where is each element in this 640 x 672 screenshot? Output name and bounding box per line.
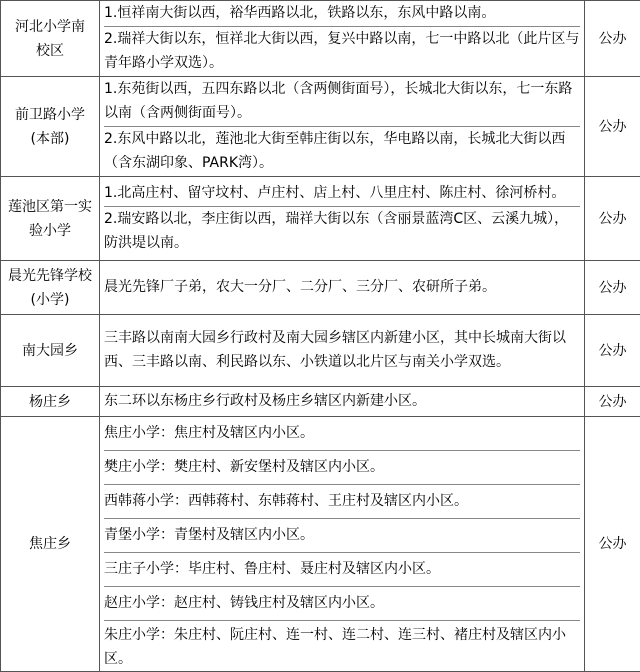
district-item: 赵庄小学：赵庄村、铸钱庄村及辖区内小区。: [104, 587, 580, 621]
district-item: 1.东苑街以西，五四东路以北（含两侧街面号），长城北大街以东，七一东路以南（含两侧街面号）。: [104, 77, 580, 127]
school-name-cell: [1, 1, 100, 77]
district-item: 1.恒祥南大街以西，裕华西路以北，铁路以东，东风中路以南。: [104, 1, 580, 27]
school-name: 晨光先锋学校(小学): [3, 264, 97, 312]
table-row: [1, 315, 640, 387]
district-item: 东二环以东杨庄乡行政村及杨庄乡辖区内新建小区。: [104, 389, 580, 414]
district-item: 2.瑞祥大街以东，恒祥北大街以西，复兴中路以南，七一中路以北（此片区与青年路小学双选）。: [104, 27, 580, 76]
table-row: [1, 177, 640, 261]
table-row: [1, 261, 640, 315]
school-type: 公办: [599, 394, 627, 410]
school-name: 前卫路小学(本部): [3, 103, 97, 151]
district-item: 三庄子小学：毕庄村、鲁庄村、聂庄村及辖区内小区。: [104, 553, 580, 587]
district-item: 樊庄小学：樊庄村、新安堡村及辖区内小区。: [104, 451, 580, 485]
school-name: 焦庄乡: [29, 536, 71, 552]
district-cell: [100, 417, 585, 672]
school-type: 公办: [599, 536, 627, 552]
school-name: 河北小学南校区: [3, 15, 97, 63]
school-type-cell: [585, 417, 640, 672]
school-name: 杨庄乡: [29, 394, 71, 410]
school-type-cell: [585, 1, 640, 77]
table-row: [1, 387, 640, 417]
school-name-cell: [1, 177, 100, 261]
district-cell: [100, 261, 585, 315]
district-cell: [100, 315, 585, 387]
school-name-cell: [1, 261, 100, 315]
district-item: 2.瑞安路以北，李庄街以西，瑞祥大街以东（含丽景蓝湾C区、云溪九城），防洪堤以南。: [104, 207, 580, 256]
district-cell: [100, 177, 585, 261]
district-item: 1.北高庄村、留守坟村、卢庄村、店上村、八里庄村、陈庄村、徐河桥村。: [104, 181, 580, 207]
table-row: [1, 77, 640, 177]
school-name-cell: [1, 417, 100, 672]
school-type: 公办: [599, 211, 627, 227]
school-name: 南大园乡: [22, 343, 78, 359]
school-type: 公办: [599, 119, 627, 135]
district-cell: [100, 77, 585, 177]
district-item: 晨光先锋厂子弟，农大一分厂、二分厂、三分厂、农研所子弟。: [104, 275, 580, 300]
school-name-cell: [1, 387, 100, 417]
school-type-cell: [585, 315, 640, 387]
table-row: [1, 1, 640, 77]
school-type: 公办: [599, 31, 627, 47]
school-type-cell: [585, 387, 640, 417]
district-item: 西韩蒋小学：西韩蒋村、东韩蒋村、王庄村及辖区内小区。: [104, 485, 580, 519]
district-cell: [100, 387, 585, 417]
district-item: 朱庄小学：朱庄村、阮庄村、连一村、连二村、连三村、褚庄村及辖区内小区。: [104, 621, 580, 671]
district-item: 2.东风中路以北，莲池北大街至韩庄街以东，华电路以南，长城北大街以西（含东湖印象、PARK湾）。: [104, 127, 580, 176]
school-name: 莲池区第一实验小学: [3, 195, 97, 243]
table-row: [1, 417, 640, 672]
school-type: 公办: [599, 280, 627, 296]
district-item: 三丰路以南南大园乡行政村及南大园乡辖区内新建小区，其中长城南大街以西、三丰路以南、利民路以东、小铁道以北片区与南关小学双选。: [104, 326, 580, 375]
district-item: 青堡小学：青堡村及辖区内小区。: [104, 519, 580, 553]
district-item: 焦庄小学：焦庄村及辖区内小区。: [104, 417, 580, 451]
school-type-cell: [585, 177, 640, 261]
school-type-cell: [585, 77, 640, 177]
school-type: 公办: [599, 343, 627, 359]
school-type-cell: [585, 261, 640, 315]
district-cell: [100, 1, 585, 77]
school-name-cell: [1, 77, 100, 177]
school-name-cell: [1, 315, 100, 387]
